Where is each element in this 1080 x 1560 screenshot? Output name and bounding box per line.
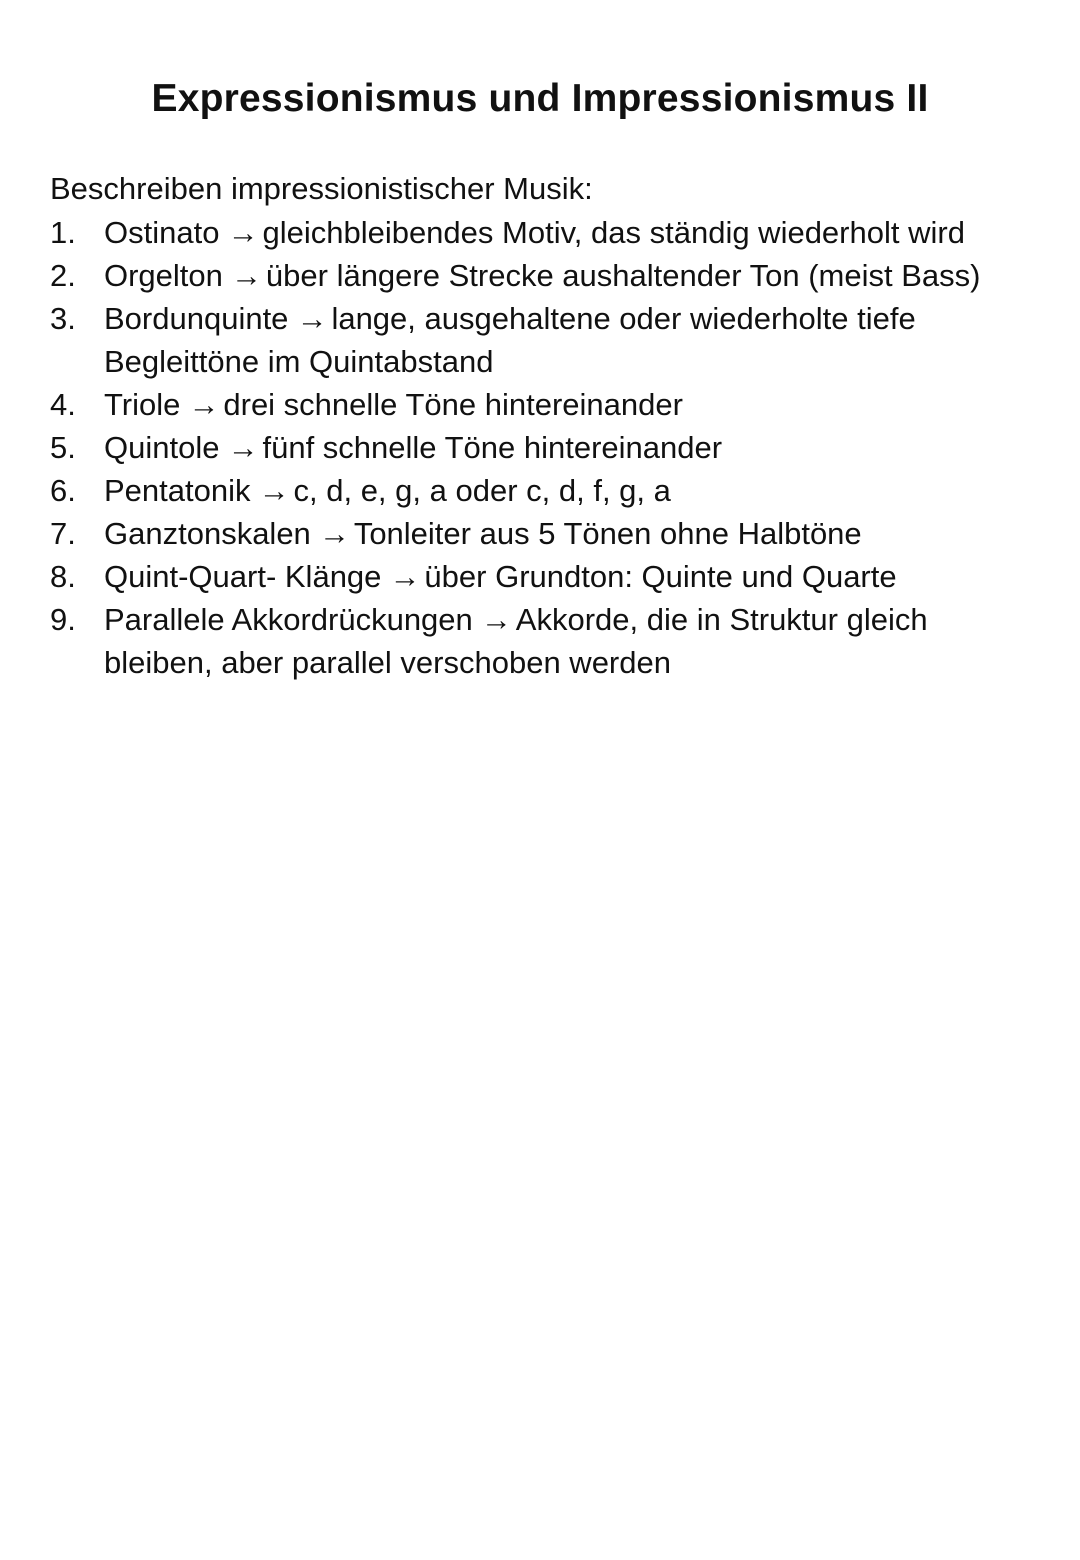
item-term: Parallele Akkordrückungen <box>104 602 473 637</box>
page-title: Expressionismus und Impressionismus II <box>151 77 929 120</box>
item-term: Ostinato <box>104 215 220 250</box>
arrow-right-icon: → <box>227 430 259 465</box>
item-number: 6. <box>50 473 76 508</box>
arrow-right-icon: → <box>188 387 220 422</box>
arrow-right-icon: → <box>480 602 512 637</box>
item-term: Quintole <box>104 430 220 465</box>
item-number: 3. <box>50 301 76 336</box>
arrow-right-icon: → <box>258 473 290 508</box>
item-content <box>104 555 1010 598</box>
list-item <box>50 297 1010 383</box>
item-number: 1. <box>50 215 76 250</box>
list-item <box>50 426 1010 469</box>
item-content <box>104 297 1010 383</box>
item-definition: drei schnelle Töne hintereinander <box>223 387 683 422</box>
item-definition: Akkorde, die in Struktur gleich bleiben, aber parallel verschoben werden <box>104 602 928 680</box>
item-number: 9. <box>50 602 76 637</box>
list-item <box>50 555 1010 598</box>
item-definition: lange, ausgehaltene oder wiederholte tiefe Begleittöne im Quintabstand <box>104 301 916 379</box>
item-content <box>104 512 1010 555</box>
item-number: 4. <box>50 387 76 422</box>
item-number: 8. <box>50 559 76 594</box>
item-term: Quint-Quart- Klänge <box>104 559 382 594</box>
item-content <box>104 469 1010 512</box>
item-term: Orgelton <box>104 258 223 293</box>
item-term: Pentatonik <box>104 473 251 508</box>
list-item <box>50 469 1010 512</box>
item-definition: über längere Strecke aushaltender Ton (meist Bass) <box>265 258 981 293</box>
arrow-right-icon: → <box>227 215 259 250</box>
list-item <box>50 512 1010 555</box>
item-number: 5. <box>50 430 76 465</box>
item-definition: gleichbleibendes Motiv, das ständig wiederholt wird <box>262 215 965 250</box>
item-definition: c, d, e, g, a oder c, d, f, g, a <box>293 473 671 508</box>
item-term: Bordunquinte <box>104 301 289 336</box>
item-content <box>104 426 1010 469</box>
item-content <box>104 211 1010 254</box>
list-item <box>50 211 1010 254</box>
item-number: 7. <box>50 516 76 551</box>
arrow-right-icon: → <box>318 516 350 551</box>
item-term: Triole <box>104 387 181 422</box>
arrow-right-icon: → <box>230 258 262 293</box>
item-number: 2. <box>50 258 76 293</box>
item-definition: Tonleiter aus 5 Tönen ohne Halbtöne <box>353 516 862 551</box>
arrow-right-icon: → <box>296 301 328 336</box>
item-definition: über Grundton: Quinte und Quarte <box>424 559 897 594</box>
arrow-right-icon: → <box>389 559 421 594</box>
intro-text: Beschreiben impressionistischer Musik: <box>50 171 593 206</box>
list-item <box>50 598 1010 684</box>
item-definition: fünf schnelle Töne hintereinander <box>262 430 723 465</box>
item-content <box>104 598 1010 684</box>
item-content <box>104 383 1010 426</box>
feature-list <box>50 211 1010 684</box>
item-term: Ganztonskalen <box>104 516 311 551</box>
list-item <box>50 383 1010 426</box>
list-item <box>50 254 1010 297</box>
item-content <box>104 254 1010 297</box>
